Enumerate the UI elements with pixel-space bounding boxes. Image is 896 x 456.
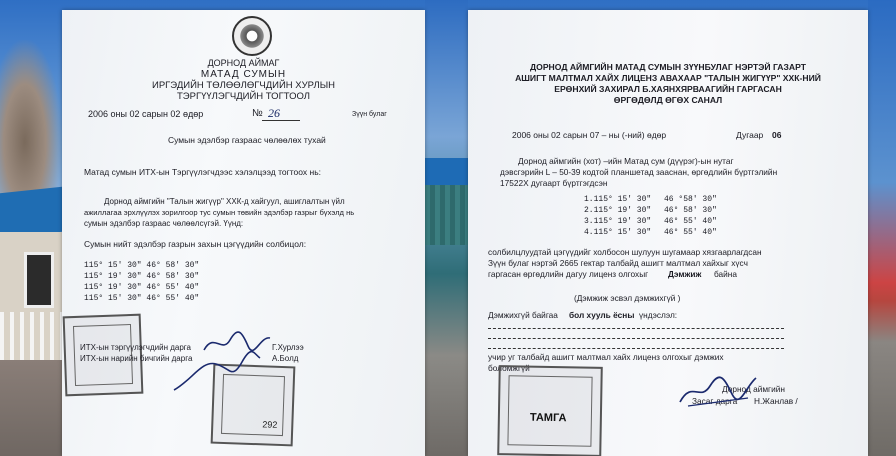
left-place: Зүүн булаг [352, 111, 387, 118]
left-signer-name-1: Г.Хурлээ [272, 343, 304, 352]
green-building-middle [425, 185, 468, 245]
left-body-line-1: Дорнод аймгийн "Талын жигүүр" ХХК-д хайгуул, ашиглалтын үйл [104, 197, 345, 206]
left-coords-title: Сумын нийт эдэлбэр газрын захын цэгүүдийн солбицол: [84, 239, 307, 249]
left-header-line-3: ИРГЭДИЙН ТӨЛӨӨЛӨГЧДИЙН ХУРЛЫН [152, 80, 335, 91]
blank-line [488, 338, 784, 339]
state-emblem-icon [232, 16, 272, 56]
right-decision-tail: байна [714, 269, 738, 279]
right-coord-lat: 46 °58' 30" [664, 195, 717, 204]
right-reason-tail: үндэслэл: [639, 310, 678, 320]
right-body-line-3: 17522Х дугаарт бүртгэгдсэн [500, 178, 608, 188]
right-closing-line-2: боломжгүй [488, 363, 530, 373]
blue-roof [0, 187, 62, 239]
right-header-line-4: ӨРГӨДӨЛД ӨГӨХ САНАЛ [613, 95, 723, 105]
right-date-line: 2006 оны 02 сарын 07 – ны (-ний) өдөр [512, 130, 667, 140]
left-number-value: 26 [268, 106, 280, 120]
right-header-line-1: ДОРНОД АЙМГИЙН МАТАД СУМЫН ЗҮҮНБУЛАГ НЭРТЭЙ ГАЗАРТ [530, 62, 806, 72]
right-reason-prefix: Дэмжихгүй байгаа [488, 310, 558, 320]
left-coord-row: 115° 15' 30" 46° 55' 40" [84, 294, 200, 303]
left-signer-role-1: ИТХ-ын тэргүүлэгчдийн дарга [80, 343, 191, 352]
bare-tree [0, 40, 62, 210]
right-number-label: Дугаар [736, 130, 764, 140]
left-header-line-4: ТЭРГҮҮЛЭГЧДИЙН ТОГТООЛ [177, 91, 310, 102]
right-number-value: 06 [772, 130, 782, 140]
left-coord-row: 115° 19' 30" 46° 55' 40" [84, 283, 200, 292]
right-coord-lon: 4.115° 15' 30" [584, 228, 652, 237]
number-underline [262, 120, 300, 121]
right-body-line-2: дэвсгэрийн L – 50-39 кодтой планшетад зааснан, өргөдлийн бүртгэлийн [500, 167, 778, 177]
left-coord-row: 115° 15' 30" 46° 58' 30" [84, 261, 200, 270]
left-number-prefix: № [252, 108, 263, 119]
right-decision-word: Дэмжиж [668, 269, 702, 279]
right-closing-line-1: учир уг талбайд ашигт малтмал хайх лиценз олгохыг дэмжих [488, 352, 724, 362]
left-subject: Сумын эдэлбэр газраас чөлөөлөх тухай [168, 135, 326, 145]
left-signer-role-2: ИТХ-ын нарийн бичгийн дарга [80, 354, 193, 363]
right-coord-lon: 3.115° 19' 30" [584, 217, 652, 226]
right-coord-lon: 1.115° 15' 30" [584, 195, 652, 204]
official-stamp [497, 365, 603, 456]
right-reason-bold: бол хууль ёсны [569, 310, 635, 320]
right-signer-name: Н.Жанлав / [754, 396, 798, 406]
right-body2-line-3: гаргасан өргөдлийн дагуу лиценз олгохыг [488, 269, 649, 279]
right-coord-lat: 46° 55' 40" [664, 217, 717, 226]
right-coord-lat: 46° 55' 40" [664, 228, 717, 237]
left-body-line-2: ажиллагаа эрхлүүлэх зорилгоор тус сумын төвийн эдэлбэр газрыг бүхэлд нь [84, 208, 355, 217]
signature-2 [172, 350, 262, 395]
building-window [24, 252, 54, 308]
right-body2-line-1: солбилцлуудтай цэгүүдийг холбосон шулуун шугамаар хязгаарлагдсан [488, 247, 762, 257]
signature-3 [678, 372, 758, 412]
blank-line [488, 348, 784, 349]
stamp-label: ТАМГА [529, 411, 567, 425]
right-options-line: (Дэмжиж эсвэл дэмжихгүй ) [574, 293, 681, 303]
left-document-resolution [62, 10, 425, 456]
right-signer-role-1: Дорнод аймгийн [722, 384, 785, 394]
stamp-number: 292 [262, 419, 278, 430]
right-body-line-1: Дорнод аймгийн (хот) –ийн Матад сум (дүүрэг)-ын нутаг [518, 156, 734, 166]
right-document-opinion [468, 10, 868, 456]
blank-line [488, 328, 784, 329]
left-body-line-3: сумын эдэлбэр газраас чөлөөлсүгэй. Үүнд: [84, 219, 244, 228]
right-coord-lat: 46° 58' 30" [664, 206, 717, 215]
left-date-line: 2006 оны 02 сарын 02 өдөр [88, 109, 204, 119]
right-header-line-2: АШИГТ МАЛТМАЛ ХАЙХ ЛИЦЕНЗ АВАХААР "ТАЛЫН ЖИГҮҮР" ХХК-НИЙ [515, 73, 821, 83]
background-right-edge [868, 0, 896, 456]
white-fence [0, 312, 62, 362]
left-header-line-1: ДОРНОД АЙМАГ [207, 58, 280, 68]
right-header-line-3: ЕРӨНХИЙ ЗАХИРАЛ Б.ХАЯНХЯРВААГИЙН ГАРГАСАН [554, 84, 782, 94]
left-intro: Матад сумын ИТХ-ын Тэргүүлэгчдээс хэлэлцээд тогтоох нь: [84, 167, 321, 177]
left-signer-name-2: А.Болд [272, 354, 299, 363]
right-signer-role-2: Засаг дарга [692, 396, 738, 406]
left-coord-row: 115° 19' 30" 46° 58' 30" [84, 272, 200, 281]
right-body2-line-2: Зүүн булаг нэртэй 2665 гектар талбайд ашигт малтмал хайхыг хүсч [488, 258, 748, 268]
left-header-line-2: МАТАД СУМЫН [200, 69, 287, 80]
right-coord-lon: 2.115° 19' 30" [584, 206, 652, 215]
blue-roof-middle [425, 158, 468, 188]
